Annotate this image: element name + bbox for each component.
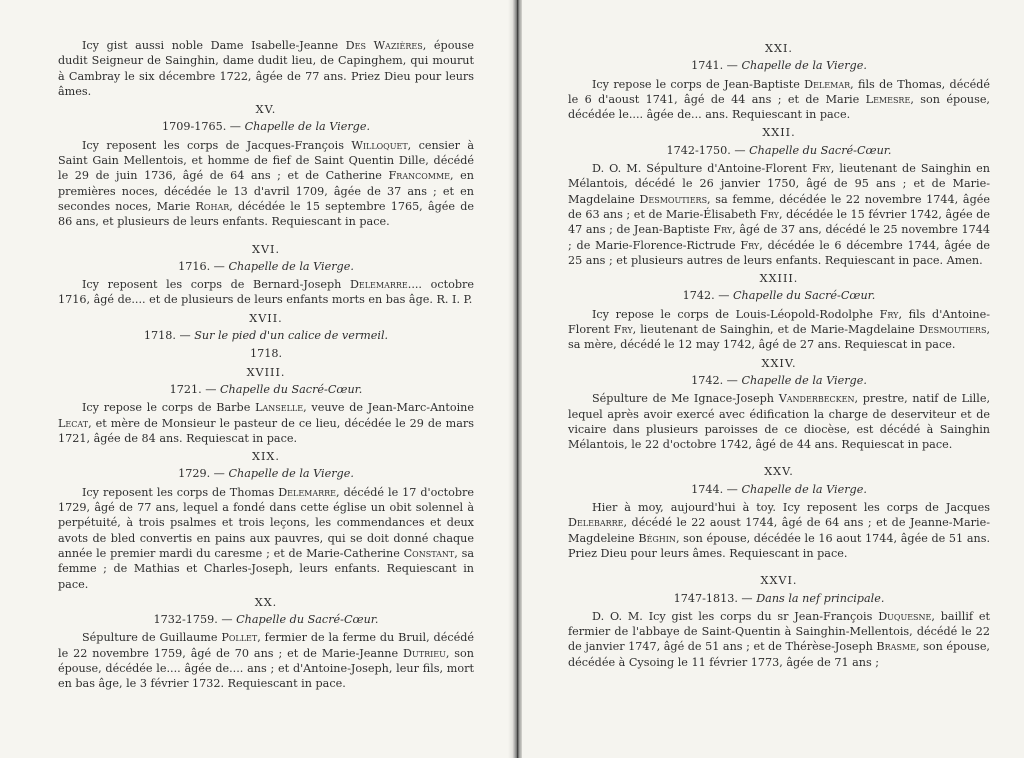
entry-location: Chapelle de la Vierge.	[741, 373, 867, 387]
entry-date: 1742-1750.	[666, 143, 731, 157]
entry-text-xv: Icy reposent les corps de Jacques-François Willoquet, censier à Saint Gain Mellentois, et homme de fief de Saint Quentin Dille, décédé le 29 de juin 1736, âgé de 64 ans ; et de Catherine Francomme, en premières noces, décédée le 13 d'avril 1709, âgée de 37 ans ; et en secondes noces, Marie Rohar, décédée le 15 septembre 1765, âgée de 86 ans, et plusieurs de leurs enfants. Requiescant in pace.	[58, 138, 475, 229]
entry-location: Chapelle du Sacré-Cœur.	[749, 143, 892, 157]
entry-text-xxv: Hier à moy, aujourd'hui à toy. Icy reposent les corps de Jacques Delebarre, décédé le 22 aoust 1744, âgé de 64 ans ; et de Jeanne-Marie-Magdeleine Béghin, son épouse, décédée le 16 aout 1744, âgée de 51 ans. Priez Dieu pour leurs âmes. Requiescant in pace.	[568, 501, 990, 560]
surname: Pollet	[221, 631, 258, 645]
entry-number-xix: XIX.	[252, 450, 280, 464]
entry-text-xxi: Icy repose le corps de Jean-Baptiste Delemar, fils de Thomas, décédé le 6 d'aoust 1741, âgé de 44 ans ; et de Marie Lemesre, son épouse, décédée le.... âgée de... ans. Requiescant in pace.	[568, 77, 990, 122]
entry-location: Chapelle du Sacré-Cœur.	[220, 382, 363, 396]
entry-date: 1747-1813.	[673, 591, 738, 605]
entry-heading-xxvi: 1747-1813. — Dans la nef principale.	[673, 591, 885, 605]
entry-heading-xv: 1709-1765. — Chapelle de la Vierge.	[161, 120, 371, 134]
entry-heading-xviii: 1721. — Chapelle du Sacré-Cœur.	[169, 382, 363, 396]
surname: Desmoutiers	[639, 192, 708, 206]
entry-date: 1716.	[178, 259, 211, 273]
entry-number-xxii: XXII.	[762, 126, 796, 140]
entry-number-xxi: XXI.	[765, 42, 793, 55]
entry-text-xvi: Icy reposent les corps de Bernard-Joseph Delemarre.... octobre 1716, âgé de.... et de plusieurs de leurs enfants morts en bas âge. R. I. P.	[58, 278, 474, 307]
entry-year-xvii: 1718.	[249, 347, 283, 361]
surname: Delemarre	[278, 485, 337, 499]
surname: Fry	[811, 162, 831, 176]
entry-number-xvii: XVII.	[249, 311, 283, 325]
entry-text-xix: Icy reposent les corps de Thomas Delemarre, décédé le 17 d'octobre 1729, âgé de 77 ans, lequel a fondé dans cette église un obit solennel à perpétuité, à trois psalmes et trois leçons, les commendances et deux avots de bled convertis en pains aux pauvres, qui se doit donné chaque année le premier mardi du caresme ; et de Marie-Catherine Constant, sa femme ; de Mathias et Charles-Joseph, leurs enfants. Requiescant in pace.	[58, 485, 474, 591]
surname: Fry	[613, 323, 633, 337]
entry-location: Chapelle de la Vierge.	[244, 120, 371, 134]
surname: Dutrieu	[403, 646, 446, 660]
entry-number-xv: XV.	[255, 103, 277, 117]
entry-date: 1718.	[143, 329, 176, 343]
surname: Duquesne	[878, 609, 932, 623]
entry-date: 1742.	[691, 373, 724, 387]
surname: Rohar	[195, 199, 230, 213]
entry-text-xx: Sépulture de Guillaume Pollet, fermier de la ferme du Bruil, décédé le 22 novembre 1759, âgé de 70 ans ; et de Marie-Jeanne Dutrieu, son épouse, décédée le.... âgée de.... ans ; et d'Antoine-Joseph, leur fils, mort en bas âge, le 3 février 1732. Requiescant in pace.	[58, 631, 474, 691]
intro-paragraph: Icy gist aussi noble Dame Isabelle-Jeanne Des Wazières, épouse dudit Seigneur de Sainghin, dame dudit lieu, de Capinghem, qui mourut à Cambray le six décembre 1722, âgée de 77 ans. Priez Dieu pour leurs âmes.	[58, 39, 474, 98]
entry-text-xxvi: D. O. M. Icy gist les corps du sr Jean-François Duquesne, baillif et fermier de l'abbaye de Saint-Quentin à Sainghin-Mellentois, décédé le 22 de janvier 1747, âgé de 51 ans ; et de Thérèse-Joseph Brasme, son épouse, décédée à Cysoing le 11 février 1773, âgée de 71 ans ;	[568, 609, 991, 669]
entry-number-xvi: XVI.	[251, 242, 281, 256]
surname: Delemar	[804, 77, 851, 91]
entry-heading-xxv: 1744. — Chapelle de la Vierge.	[691, 482, 867, 496]
surname: Willoquet	[351, 138, 408, 152]
entry-location: Chapelle de la Vierge.	[228, 259, 354, 273]
entry-location: Chapelle du Sacré-Cœur.	[733, 289, 876, 303]
entry-date: 1742.	[682, 289, 715, 303]
entry-text-xviii: Icy repose le corps de Barbe Lanselle, veuve de Jean-Marc-Antoine Lecat, et mère de Monsieur le pasteur de ce lieu, décédée le 29 de mars 1721, âgée de 84 ans. Requiescat in pace.	[58, 401, 474, 445]
entry-number-xxvi: XXVI.	[760, 574, 798, 588]
entry-date: 1744.	[691, 482, 724, 496]
surname: Lecat	[58, 416, 89, 430]
surname: Francomme	[388, 169, 450, 183]
surname: Lemesre	[865, 92, 911, 106]
entry-heading-xvi: 1716. — Chapelle de la Vierge.	[178, 259, 354, 273]
entry-number-xx: XX.	[254, 595, 278, 609]
entry-heading-xvii: 1718. — Sur le pied d'un calice de vermeil.	[143, 329, 389, 343]
entry-text-xxiv: Sépulture de Me Ignace-Joseph Vanderbecken, prestre, natif de Lille, lequel après avoir exercé avec édification la charge de deserviteur et de vicaire dans plusieurs paroisses de ce diocèse, est décédé à Sainghin Mélantois, le 22 d'octobre 1742, âgé de 44 ans. Requiescat in pace.	[568, 392, 990, 452]
entry-heading-xxiii: 1742. — Chapelle du Sacré-Cœur.	[682, 289, 876, 303]
entry-number-xviii: XVIII.	[246, 365, 286, 379]
surname: Des Wazières	[345, 39, 423, 52]
entry-date: 1729.	[178, 467, 211, 481]
surname: Béghin	[638, 531, 676, 545]
entry-date: 1709-1765.	[161, 120, 227, 134]
surname: Vanderbecken	[778, 392, 855, 406]
surname: Desmoutiers	[918, 323, 987, 337]
entry-text-xxiii: Icy repose le corps de Louis-Léopold-Rodolphe Fry, fils d'Antoine-Florent Fry, lieutenant de Sainghin, et de Marie-Magdelaine Desmoutiers, sa mère, décédé le 12 may 1742, âgé de 27 ans. Requiescat in pace.	[568, 307, 990, 352]
surname: Brasme	[876, 640, 916, 654]
surname: Fry	[740, 238, 760, 252]
entry-text-xxii: D. O. M. Sépulture d'Antoine-Florent Fry, lieutenant de Sainghin en Mélantois, décédé le 26 janvier 1750, âgé de 95 ans ; et de Marie-Magdelaine Desmoutiers, sa femme, décédée le 22 novembre 1744, âgée de 63 ans ; et de Marie-Élisabeth Fry, décédée le 15 février 1742, âgée de 47 ans ; de Jean-Baptiste Fry, âgé de 37 ans, décédé le 25 novembre 1744 ; de Marie-Florence-Rictrude Fry, décédée le 6 décembre 1744, âgée de 25 ans ; et plusieurs autres de leurs enfants. Requiescant in pace. Amen.	[568, 162, 990, 267]
entry-number-xxiv: XXIV.	[761, 356, 797, 370]
entry-location: Chapelle de la Vierge.	[228, 467, 354, 481]
surname: Lanselle	[255, 401, 304, 415]
surname: Fry	[760, 207, 779, 221]
entry-heading-xxii: 1742-1750. — Chapelle du Sacré-Cœur.	[666, 143, 892, 157]
entry-heading-xix: 1729. — Chapelle de la Vierge.	[178, 467, 354, 481]
entry-date: 1732-1759.	[153, 613, 218, 627]
surname: Fry	[879, 307, 899, 321]
entry-heading-xxi: 1741. — Chapelle de la Vierge.	[691, 59, 867, 73]
surname: Delebarre	[568, 516, 624, 530]
entry-location: Chapelle de la Vierge.	[741, 482, 867, 496]
entry-date: 1741.	[691, 59, 724, 73]
entry-number-xxiii: XXIII.	[759, 272, 799, 286]
entry-location: Sur le pied d'un calice de vermeil.	[194, 329, 389, 343]
entry-date: 1721.	[169, 382, 202, 396]
right-page	[522, 0, 1024, 758]
surname: Constant	[403, 546, 455, 560]
entry-heading-xx: 1732-1759. — Chapelle du Sacré-Cœur.	[153, 613, 379, 627]
entry-location: Chapelle du Sacré-Cœur.	[236, 613, 379, 627]
surname: Fry	[713, 223, 733, 237]
entry-number-xxv: XXV.	[764, 465, 794, 479]
entry-location: Chapelle de la Vierge.	[741, 59, 867, 73]
entry-location: Dans la nef principale.	[756, 591, 885, 605]
entry-heading-xxiv: 1742. — Chapelle de la Vierge.	[691, 373, 867, 387]
surname: Delemarre	[349, 278, 408, 292]
